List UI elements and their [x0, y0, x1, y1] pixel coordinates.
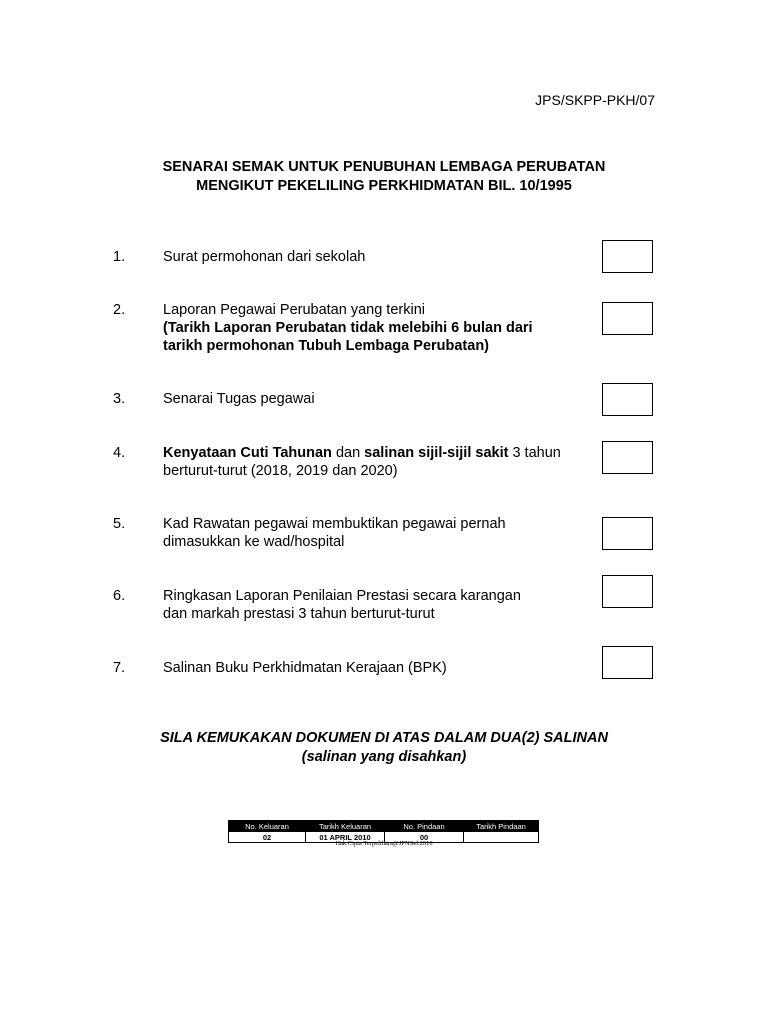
- item-line-1: Surat permohonan dari sekolah: [163, 249, 366, 265]
- item-number: 6.: [113, 588, 126, 604]
- header-no-pindaan: No. Pindaan: [385, 821, 464, 832]
- note-line-1: SILA KEMUKAKAN DOKUMEN DI ATAS DALAM DUA(2) SALINAN: [160, 730, 608, 746]
- checkbox-item-4[interactable]: [602, 441, 653, 474]
- item-line-2: dimasukkan ke wad/hospital: [163, 534, 345, 550]
- reference-code: JPS/SKPP-PKH/07: [535, 92, 655, 108]
- item-text: [163, 248, 583, 266]
- checkbox-item-7[interactable]: [602, 646, 653, 679]
- item-text: [163, 444, 583, 480]
- header-tarikh-pindaan: Tarikh Pindaan: [464, 821, 539, 832]
- item-line-1: Salinan Buku Perkhidmatan Kerajaan (BPK): [163, 660, 447, 676]
- item-text: [163, 659, 583, 677]
- header-no-keluaran: No. Keluaran: [229, 821, 306, 832]
- item-number: 4.: [113, 445, 126, 461]
- item-text: [163, 587, 583, 623]
- checkbox-item-5[interactable]: [602, 517, 653, 550]
- item-line-1: Kad Rawatan pegawai membuktikan pegawai pernah: [163, 516, 506, 532]
- item-number: 7.: [113, 660, 126, 676]
- item-bold-part-2: salinan sijil-sijil sakit: [364, 445, 509, 461]
- checkbox-item-3[interactable]: [602, 383, 653, 416]
- checkbox-item-1[interactable]: [602, 240, 653, 273]
- item-text: [163, 390, 583, 408]
- item-number: 3.: [113, 391, 126, 407]
- item-line-2: berturut-turut (2018, 2019 dan 2020): [163, 463, 398, 479]
- checkbox-item-2[interactable]: [602, 302, 653, 335]
- item-line-1: [163, 444, 583, 462]
- item-bold-part-1: Kenyataan Cuti Tahunan: [163, 445, 332, 461]
- value-no-keluaran: 02: [229, 832, 306, 843]
- control-header-row: [229, 821, 539, 832]
- title-line-2: MENGIKUT PEKELILING PERKHIDMATAN BIL. 10/1995: [196, 178, 572, 194]
- item-line-1: Senarai Tugas pegawai: [163, 391, 315, 407]
- instruction-note: [0, 729, 768, 767]
- value-tarikh-keluaran: 01 APRIL 2010: [306, 832, 385, 843]
- copyright-notice: Hak Cipta Terpelihara@JPNSel.2010: [335, 840, 433, 847]
- header-tarikh-keluaran: Tarikh Keluaran: [306, 821, 385, 832]
- item-line-1: Ringkasan Laporan Penilaian Prestasi secara karangan: [163, 588, 521, 604]
- title-line-1: SENARAI SEMAK UNTUK PENUBUHAN LEMBAGA PERUBATAN: [162, 159, 606, 175]
- note-line-2: (salinan yang disahkan): [301, 749, 467, 765]
- item-tail: 3 tahun: [508, 445, 561, 461]
- item-text: [163, 301, 583, 355]
- item-line-2: dan markah prestasi 3 tahun berturut-turut: [163, 606, 435, 622]
- value-no-pindaan: 00: [385, 832, 464, 843]
- item-text: [163, 515, 583, 551]
- item-line-3: tarikh permohonan Tubuh Lembaga Perubatan): [163, 338, 490, 354]
- page-title: [0, 158, 768, 196]
- item-line-1: Laporan Pegawai Perubatan yang terkini: [163, 302, 425, 318]
- checkbox-item-6[interactable]: [602, 575, 653, 608]
- item-line-2: (Tarikh Laporan Perubatan tidak melebihi 6 bulan dari: [163, 320, 533, 336]
- item-number: 2.: [113, 302, 126, 318]
- item-connector: dan: [331, 445, 365, 461]
- item-number: 1.: [113, 249, 126, 265]
- item-number: 5.: [113, 516, 126, 532]
